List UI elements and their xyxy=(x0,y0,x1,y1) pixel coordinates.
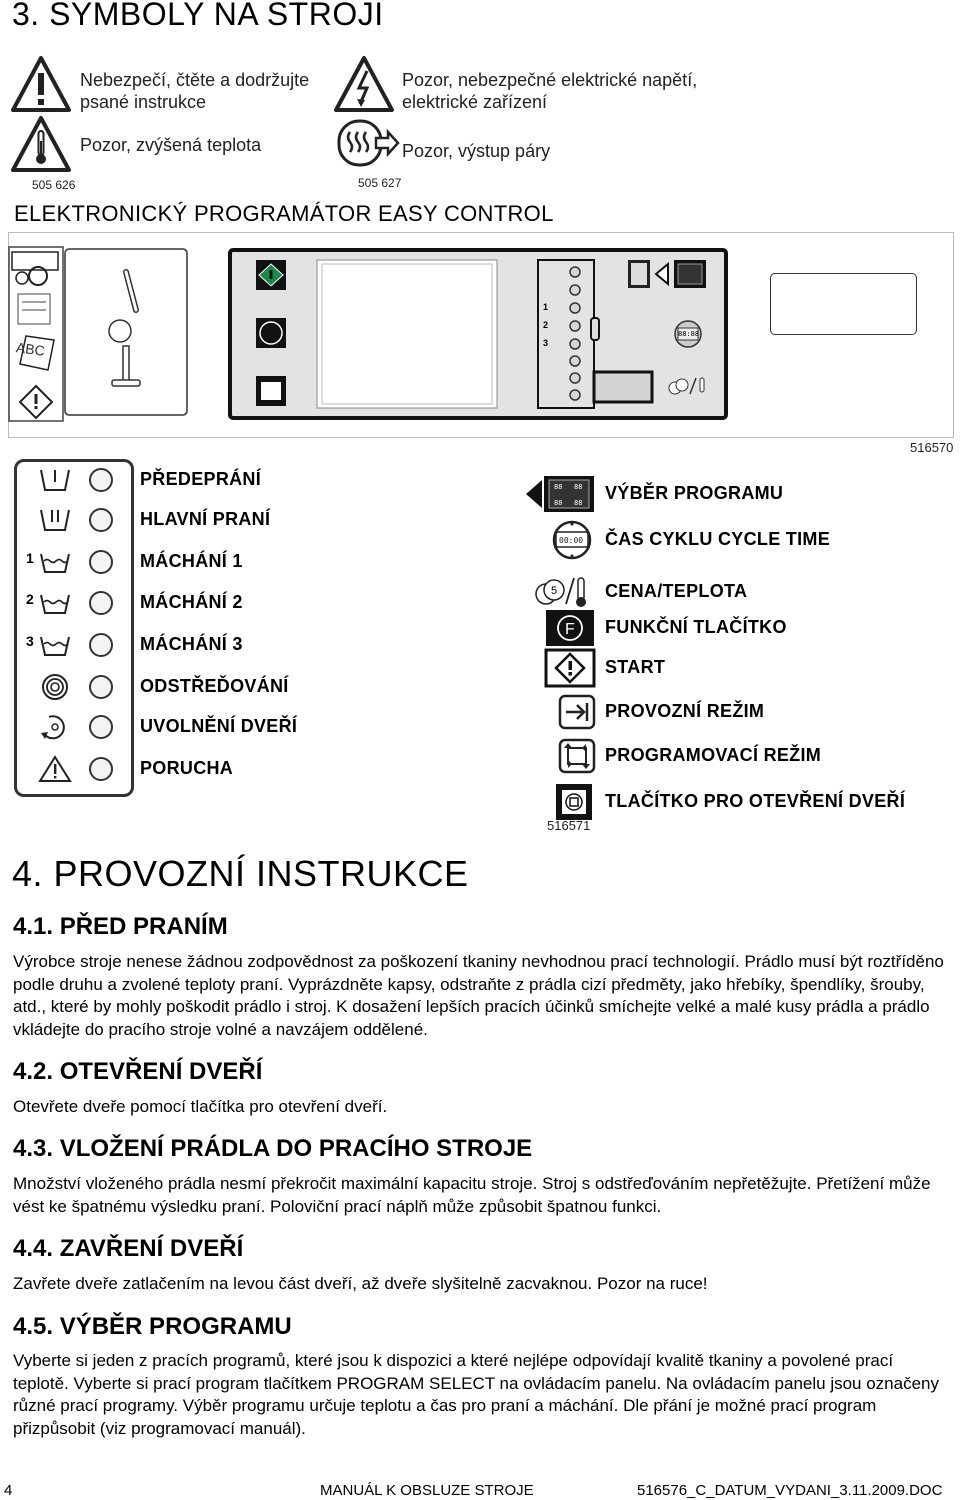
legend-left-label: MÁCHÁNÍ 2 xyxy=(140,592,243,612)
coin-slot-panel xyxy=(64,248,190,418)
price-display-window xyxy=(770,273,917,335)
legend-led xyxy=(89,591,113,615)
svg-text:00:00: 00:00 xyxy=(559,536,584,545)
symbol-code-right: 505 627 xyxy=(358,176,402,190)
legend-right-label: VÝBĚR PROGRAMU xyxy=(605,483,784,503)
heading-4-5: 4.5. VÝBĚR PROGRAMU xyxy=(13,1313,292,1340)
paragraph-4-1: Výrobce stroje nenese žádnou zodpovědnost za poškození tkaniny nevhodnou prací technologií. Prádlo musí být roztříděno podle druhu a zvolené teploty praní. Vyprázdněte kapsy, odstraňte z prádla cizí předměty, jako hřebíky, špendlíky, šrouby, atd., které by mohly poškodit prádlo i stroj. K dosažení lepších pracích účinků smíchejte velké a malé kusy prádla a prádlo vkládejte do pracího stroje volné a navzájem oddělené. xyxy=(13,952,944,1039)
legend-led xyxy=(89,468,113,492)
svg-text:88: 88 xyxy=(574,483,583,491)
legend-led xyxy=(89,550,113,574)
heading-4-2: 4.2. OTEVŘENÍ DVEŘÍ xyxy=(13,1058,263,1085)
heading-4-4: 4.4. ZAVŘENÍ DVEŘÍ xyxy=(13,1235,244,1262)
legend-led xyxy=(89,757,113,781)
legend-led xyxy=(89,675,113,699)
prewash-icon xyxy=(38,466,72,494)
panel-code: 516570 xyxy=(910,440,954,455)
svg-text:5: 5 xyxy=(551,585,558,597)
legend-left-number: 3 xyxy=(26,633,34,649)
instruction-strip-icon xyxy=(8,246,64,422)
symbol-hot-text: Pozor, zvýšená teplota xyxy=(80,135,262,155)
electric-hazard-icon xyxy=(333,55,395,113)
footer-document-name: 516576_C_DATUM_VYDANI_3.11.2009.DOC xyxy=(637,1482,943,1499)
function-button-icon xyxy=(524,608,596,648)
programming-mode-icon xyxy=(524,736,596,776)
legend-led xyxy=(89,633,113,657)
hot-surface-icon xyxy=(10,115,72,173)
legend-left-number: 1 xyxy=(26,550,34,566)
panel-abc-label: ABC xyxy=(15,339,46,359)
legend-left-label: HLAVNÍ PRANÍ xyxy=(140,509,271,529)
svg-text:F: F xyxy=(565,621,575,638)
legend-left-label: PORUCHA xyxy=(140,758,234,778)
legend-left-label: PŘEDEPRÁNÍ xyxy=(140,469,262,489)
spin-icon xyxy=(38,673,72,701)
rinse-icon xyxy=(38,631,72,659)
easy-control-panel xyxy=(228,248,730,420)
legend-led xyxy=(89,508,113,532)
start-icon xyxy=(524,648,596,688)
symbol-code-left: 505 626 xyxy=(32,178,76,192)
paragraph-4-3: Množství vloženého prádla nesmí překročit maximální kapacitu stroje. Stroj s odstřeďováním nepřetěžujte. Přetížení může vést ke špatnému výsledku praní. Poloviční prací náplň může způsobit špatnou funkci. xyxy=(13,1174,931,1216)
heading-4-3: 4.3. VLOŽENÍ PRÁDLA DO PRACÍHO STROJE xyxy=(13,1135,533,1162)
operating-mode-icon xyxy=(524,692,596,732)
paragraph-4-5: Vyberte si jeden z pracích programů, které jsou k dispozici a které nejlépe odpovídají kvalitě tkaniny a povolené prací teplotě. Vyberte si prací program tlačítkem PROGRAM SELECT na ovládacím panelu. Na ovládacím panelu jsou označeny různé prací programy. Výběr programu určuje teplotu a čas pro praní a máchání. Dle přání je možné prací program přizpůsobit (viz programovací manuál). xyxy=(13,1351,940,1438)
program-select-icon xyxy=(524,474,596,514)
mainwash-icon xyxy=(38,506,72,534)
legend-led-panel xyxy=(14,459,134,797)
cycle-time-icon xyxy=(524,520,596,560)
symbol-electric-text: Pozor, nebezpečné elektrické napětí, elektrické zařízení xyxy=(402,70,698,112)
price-temperature-icon xyxy=(524,572,596,612)
legend-right-label: PROVOZNÍ REŽIM xyxy=(605,701,765,721)
svg-text:88: 88 xyxy=(554,499,563,507)
programmer-title: ELEKTRONICKÝ PROGRAMÁTOR EASY CONTROL xyxy=(14,201,554,226)
panel-level-label-1: 1 xyxy=(543,302,549,312)
legend-right-label: FUNKČNÍ TLAČÍTKO xyxy=(605,617,787,637)
symbol-danger-text: Nebezpečí, čtěte a dodržujte psané instrukce xyxy=(80,70,310,112)
svg-text:88: 88 xyxy=(574,499,583,507)
legend-code: 516571 xyxy=(547,818,591,833)
door-release-icon xyxy=(38,713,72,741)
panel-level-label-3: 3 xyxy=(543,338,549,348)
legend-left-label: UVOLNĚNÍ DVEŘÍ xyxy=(140,716,298,736)
footer-title: MANUÁL K OBSLUZE STROJE xyxy=(320,1482,534,1499)
legend-right-label: ČAS CYKLU CYCLE TIME xyxy=(605,529,831,549)
rinse-icon xyxy=(38,589,72,617)
legend-left-label: MÁCHÁNÍ 1 xyxy=(140,551,243,571)
legend-right-label: TLAČÍTKO PRO OTEVŘENÍ DVEŘÍ xyxy=(605,791,906,811)
legend-right-label: PROGRAMOVACÍ REŽIM xyxy=(605,745,822,765)
steam-outlet-icon xyxy=(336,118,400,170)
legend-left-label: ODSTŘEĎOVÁNÍ xyxy=(140,676,289,696)
rinse-icon xyxy=(38,548,72,576)
panel-display-readout: 88:88 xyxy=(678,330,700,338)
door-open-icon xyxy=(524,782,596,822)
legend-led xyxy=(89,715,113,739)
section4-title: 4. PROVOZNÍ INSTRUKCE xyxy=(12,853,469,894)
panel-level-label-2: 2 xyxy=(543,320,549,330)
symbol-steam-text: Pozor, výstup páry xyxy=(402,141,551,161)
legend-right-label: START xyxy=(605,657,666,677)
svg-text:88: 88 xyxy=(554,483,563,491)
heading-4-1: 4.1. PŘED PRANÍM xyxy=(13,913,228,940)
paragraph-4-4: Zavřete dveře zatlačením na levou část dveří, až dveře slyšitelně zacvaknou. Pozor na ruce! xyxy=(13,1274,708,1293)
danger-warning-icon xyxy=(10,55,72,113)
section-title: 3. SYMBOLY NA STROJI xyxy=(12,0,384,32)
legend-right-label: CENA/TEPLOTA xyxy=(605,581,748,601)
paragraph-4-2: Otevřete dveře pomocí tlačítka pro otevření dveří. xyxy=(13,1097,388,1116)
footer-page-number: 4 xyxy=(4,1482,13,1499)
warning-icon xyxy=(38,755,72,783)
legend-left-label: MÁCHÁNÍ 3 xyxy=(140,634,243,654)
legend-left-number: 2 xyxy=(26,591,34,607)
